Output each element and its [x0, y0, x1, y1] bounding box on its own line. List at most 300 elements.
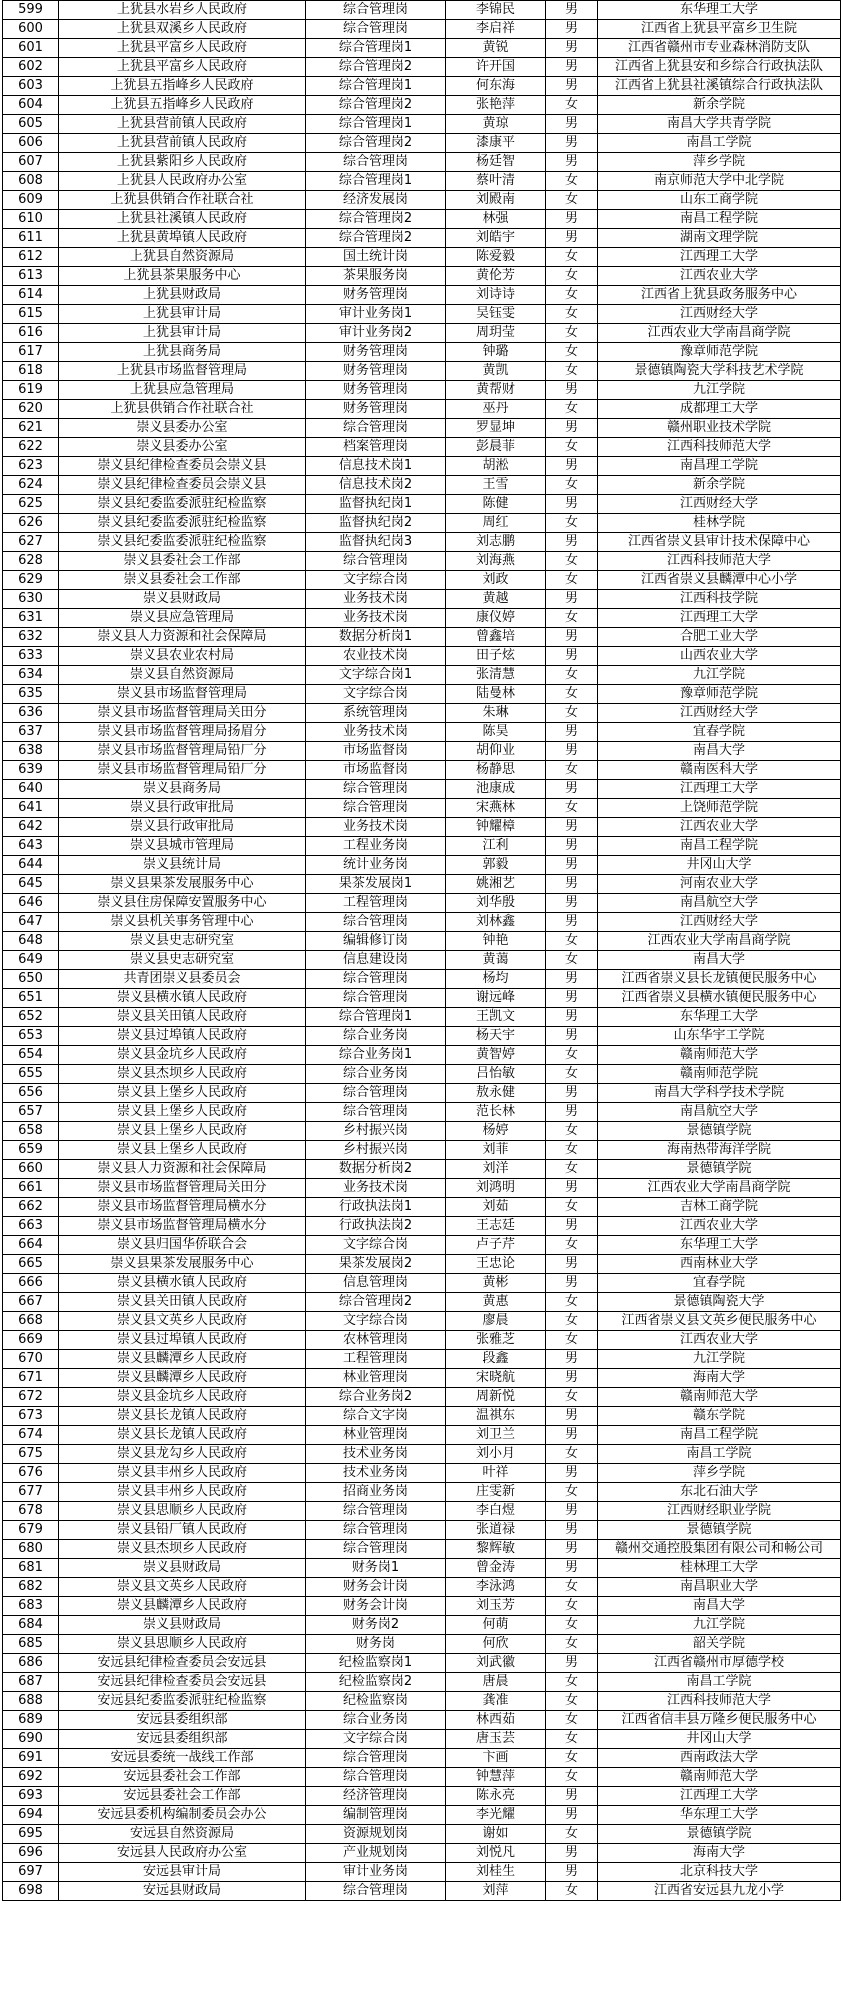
cell-position: 财务岗2 — [306, 1616, 446, 1635]
table-row — [3, 400, 841, 419]
cell-unit: 上犹县应急管理局 — [59, 381, 306, 400]
cell-gender: 男 — [546, 533, 598, 552]
table-row — [3, 590, 841, 609]
cell-unit: 上犹县双溪乡人民政府 — [59, 20, 306, 39]
cell-position: 文字综合岗 — [306, 1312, 446, 1331]
cell-unit: 崇义县人力资源和社会保障局 — [59, 628, 306, 647]
cell-position: 文字综合岗 — [306, 685, 446, 704]
table-row — [3, 1863, 841, 1882]
cell-position: 综合业务岗 — [306, 1027, 446, 1046]
cell-school: 赣东学院 — [598, 1407, 841, 1426]
cell-gender: 女 — [546, 514, 598, 533]
table-row — [3, 970, 841, 989]
cell-name: 田子炫 — [446, 647, 546, 666]
table-row — [3, 514, 841, 533]
table-row — [3, 989, 841, 1008]
cell-position: 财务管理岗 — [306, 400, 446, 419]
cell-position: 统计业务岗 — [306, 856, 446, 875]
cell-school: 海南热带海洋学院 — [598, 1141, 841, 1160]
cell-position: 综合管理岗1 — [306, 172, 446, 191]
cell-number: 661 — [3, 1179, 59, 1198]
table-row — [3, 1084, 841, 1103]
cell-gender: 女 — [546, 1445, 598, 1464]
cell-position: 文字综合岗 — [306, 1236, 446, 1255]
cell-number: 684 — [3, 1616, 59, 1635]
cell-school: 赣州交通控股集团有限公司和畅公司 — [598, 1540, 841, 1559]
table-row — [3, 1711, 841, 1730]
cell-position: 财务管理岗 — [306, 362, 446, 381]
cell-number: 616 — [3, 324, 59, 343]
cell-gender: 男 — [546, 1255, 598, 1274]
cell-number: 631 — [3, 609, 59, 628]
table-row — [3, 191, 841, 210]
cell-school: 海南大学 — [598, 1369, 841, 1388]
cell-name: 庄雯新 — [446, 1483, 546, 1502]
cell-name: 刘悦凡 — [446, 1844, 546, 1863]
cell-position: 文字综合岗 — [306, 571, 446, 590]
cell-unit: 上犹县五指峰乡人民政府 — [59, 96, 306, 115]
cell-unit: 安远县委机构编制委员会办公 — [59, 1806, 306, 1825]
cell-unit: 上犹县供销合作社联合社 — [59, 191, 306, 210]
cell-gender: 男 — [546, 77, 598, 96]
cell-name: 范长林 — [446, 1103, 546, 1122]
table-row — [3, 799, 841, 818]
cell-gender: 男 — [546, 20, 598, 39]
cell-unit: 崇义县归国华侨联合会 — [59, 1236, 306, 1255]
cell-gender: 女 — [546, 248, 598, 267]
cell-gender: 男 — [546, 115, 598, 134]
table-row — [3, 1502, 841, 1521]
cell-gender: 男 — [546, 780, 598, 799]
cell-position: 业务技术岗 — [306, 1179, 446, 1198]
cell-name: 刘鸿明 — [446, 1179, 546, 1198]
cell-gender: 女 — [546, 438, 598, 457]
cell-gender: 男 — [546, 723, 598, 742]
cell-name: 王志廷 — [446, 1217, 546, 1236]
cell-name: 宋晓航 — [446, 1369, 546, 1388]
cell-name: 李锦民 — [446, 1, 546, 20]
cell-name: 杨天宇 — [446, 1027, 546, 1046]
cell-school: 吉林工商学院 — [598, 1198, 841, 1217]
cell-name: 郭毅 — [446, 856, 546, 875]
cell-name: 钟璐 — [446, 343, 546, 362]
cell-number: 677 — [3, 1483, 59, 1502]
cell-name: 张道禄 — [446, 1521, 546, 1540]
cell-number: 653 — [3, 1027, 59, 1046]
cell-position: 综合管理岗 — [306, 799, 446, 818]
cell-position: 编辑修订岗 — [306, 932, 446, 951]
cell-school: 南昌职业大学 — [598, 1578, 841, 1597]
cell-number: 623 — [3, 457, 59, 476]
cell-name: 刘林鑫 — [446, 913, 546, 932]
cell-number: 683 — [3, 1597, 59, 1616]
cell-number: 675 — [3, 1445, 59, 1464]
cell-gender: 男 — [546, 1502, 598, 1521]
cell-number: 609 — [3, 191, 59, 210]
cell-gender: 女 — [546, 400, 598, 419]
cell-number: 611 — [3, 229, 59, 248]
table-row — [3, 1730, 841, 1749]
cell-position: 综合业务岗 — [306, 1711, 446, 1730]
cell-position: 监督执纪岗1 — [306, 495, 446, 514]
cell-name: 何萌 — [446, 1616, 546, 1635]
cell-unit: 崇义县龙勾乡人民政府 — [59, 1445, 306, 1464]
cell-name: 罗显坤 — [446, 419, 546, 438]
cell-name: 李泳鸿 — [446, 1578, 546, 1597]
table-row — [3, 115, 841, 134]
cell-school: 景德镇学院 — [598, 1122, 841, 1141]
cell-unit: 崇义县上堡乡人民政府 — [59, 1103, 306, 1122]
cell-number: 695 — [3, 1825, 59, 1844]
table-row — [3, 495, 841, 514]
cell-unit: 崇义县麟潭乡人民政府 — [59, 1350, 306, 1369]
table-row — [3, 666, 841, 685]
cell-school: 九江学院 — [598, 666, 841, 685]
table-row — [3, 1445, 841, 1464]
cell-position: 综合管理岗2 — [306, 229, 446, 248]
cell-position: 综合管理岗 — [306, 1768, 446, 1787]
cell-gender: 女 — [546, 305, 598, 324]
cell-school: 南昌工学院 — [598, 1445, 841, 1464]
cell-unit: 崇义县麟潭乡人民政府 — [59, 1597, 306, 1616]
cell-position: 综合管理岗 — [306, 153, 446, 172]
cell-school: 江西科技学院 — [598, 590, 841, 609]
cell-position: 果茶发展岗1 — [306, 875, 446, 894]
cell-gender: 男 — [546, 1179, 598, 1198]
cell-position: 财务管理岗 — [306, 381, 446, 400]
cell-position: 综合管理岗1 — [306, 39, 446, 58]
cell-school: 景德镇学院 — [598, 1825, 841, 1844]
cell-gender: 男 — [546, 1521, 598, 1540]
cell-school: 豫章师范学院 — [598, 343, 841, 362]
cell-gender: 女 — [546, 1293, 598, 1312]
cell-name: 王忠论 — [446, 1255, 546, 1274]
table-row — [3, 1027, 841, 1046]
cell-unit: 崇义县上堡乡人民政府 — [59, 1084, 306, 1103]
cell-unit: 崇义县市场监督管理局铅厂分 — [59, 761, 306, 780]
cell-school: 江西农业大学南昌商学院 — [598, 1179, 841, 1198]
cell-position: 林业管理岗 — [306, 1369, 446, 1388]
cell-gender: 女 — [546, 1198, 598, 1217]
cell-name: 池康成 — [446, 780, 546, 799]
cell-gender: 男 — [546, 590, 598, 609]
cell-gender: 女 — [546, 1483, 598, 1502]
cell-unit: 崇义县行政审批局 — [59, 818, 306, 837]
cell-position: 工程管理岗 — [306, 894, 446, 913]
cell-position: 综合管理岗 — [306, 780, 446, 799]
cell-school: 南昌航空大学 — [598, 894, 841, 913]
cell-number: 640 — [3, 780, 59, 799]
table-row — [3, 1331, 841, 1350]
cell-position: 综合管理岗 — [306, 913, 446, 932]
cell-school: 成都理工大学 — [598, 400, 841, 419]
cell-number: 645 — [3, 875, 59, 894]
cell-position: 综合管理岗2 — [306, 210, 446, 229]
cell-school: 江西理工大学 — [598, 609, 841, 628]
table-row — [3, 305, 841, 324]
cell-gender: 女 — [546, 172, 598, 191]
table-row — [3, 343, 841, 362]
cell-number: 615 — [3, 305, 59, 324]
cell-school: 江西省崇义县审计技术保障中心 — [598, 533, 841, 552]
table-row — [3, 1806, 841, 1825]
cell-gender: 女 — [546, 609, 598, 628]
cell-unit: 安远县委统一战线工作部 — [59, 1749, 306, 1768]
cell-number: 637 — [3, 723, 59, 742]
cell-school: 西南林业大学 — [598, 1255, 841, 1274]
cell-gender: 男 — [546, 1217, 598, 1236]
cell-gender: 男 — [546, 229, 598, 248]
cell-position: 综合管理岗2 — [306, 134, 446, 153]
cell-position: 市场监督岗 — [306, 761, 446, 780]
cell-number: 685 — [3, 1635, 59, 1654]
cell-school: 海南大学 — [598, 1844, 841, 1863]
cell-number: 664 — [3, 1236, 59, 1255]
cell-number: 613 — [3, 267, 59, 286]
cell-number: 662 — [3, 1198, 59, 1217]
cell-gender: 男 — [546, 419, 598, 438]
cell-school: 江西省信丰县万隆乡便民服务中心 — [598, 1711, 841, 1730]
cell-number: 599 — [3, 1, 59, 20]
cell-unit: 崇义县丰州乡人民政府 — [59, 1464, 306, 1483]
cell-unit: 安远县审计局 — [59, 1863, 306, 1882]
cell-position: 乡村振兴岗 — [306, 1122, 446, 1141]
cell-name: 江利 — [446, 837, 546, 856]
cell-unit: 崇义县关田镇人民政府 — [59, 1008, 306, 1027]
cell-number: 630 — [3, 590, 59, 609]
table-row — [3, 39, 841, 58]
cell-unit: 崇义县财政局 — [59, 590, 306, 609]
cell-school: 九江学院 — [598, 1350, 841, 1369]
cell-position: 行政执法岗1 — [306, 1198, 446, 1217]
cell-school: 北京科技大学 — [598, 1863, 841, 1882]
cell-unit: 崇义县纪律检查委员会崇义县 — [59, 476, 306, 495]
table-row — [3, 1844, 841, 1863]
cell-name: 黄帮财 — [446, 381, 546, 400]
cell-gender: 男 — [546, 134, 598, 153]
table-row — [3, 1160, 841, 1179]
cell-school: 江西省崇义县麟潭中心小学 — [598, 571, 841, 590]
cell-position: 经济发展岗 — [306, 191, 446, 210]
cell-school: 宜春学院 — [598, 1274, 841, 1293]
cell-number: 602 — [3, 58, 59, 77]
cell-gender: 男 — [546, 153, 598, 172]
cell-school: 东华理工大学 — [598, 1236, 841, 1255]
cell-number: 610 — [3, 210, 59, 229]
cell-school: 南昌理工学院 — [598, 457, 841, 476]
cell-number: 658 — [3, 1122, 59, 1141]
cell-position: 监督执纪岗3 — [306, 533, 446, 552]
cell-school: 赣南师范大学 — [598, 1046, 841, 1065]
roster-body — [3, 1, 841, 1901]
cell-number: 635 — [3, 685, 59, 704]
cell-name: 刘萍 — [446, 1882, 546, 1901]
cell-name: 胡淞 — [446, 457, 546, 476]
cell-number: 660 — [3, 1160, 59, 1179]
cell-position: 综合业务岗2 — [306, 1388, 446, 1407]
cell-unit: 崇义县农业农村局 — [59, 647, 306, 666]
cell-number: 691 — [3, 1749, 59, 1768]
cell-name: 卢子芹 — [446, 1236, 546, 1255]
cell-number: 620 — [3, 400, 59, 419]
cell-position: 审计业务岗1 — [306, 305, 446, 324]
cell-name: 何欣 — [446, 1635, 546, 1654]
table-row — [3, 229, 841, 248]
cell-name: 黄惠 — [446, 1293, 546, 1312]
cell-number: 614 — [3, 286, 59, 305]
cell-position: 业务技术岗 — [306, 723, 446, 742]
table-row — [3, 742, 841, 761]
cell-name: 谢如 — [446, 1825, 546, 1844]
cell-name: 黄锐 — [446, 39, 546, 58]
cell-gender: 男 — [546, 1787, 598, 1806]
table-row — [3, 58, 841, 77]
cell-unit: 崇义县市场监督管理局铅厂分 — [59, 742, 306, 761]
cell-name: 杨静思 — [446, 761, 546, 780]
cell-unit: 崇义县上堡乡人民政府 — [59, 1122, 306, 1141]
table-row — [3, 362, 841, 381]
cell-gender: 女 — [546, 1673, 598, 1692]
table-row — [3, 1369, 841, 1388]
cell-gender: 男 — [546, 1103, 598, 1122]
table-row — [3, 1198, 841, 1217]
cell-name: 廖晨 — [446, 1312, 546, 1331]
cell-gender: 女 — [546, 799, 598, 818]
table-row — [3, 1046, 841, 1065]
cell-unit: 崇义县纪委监委派驻纪检监察 — [59, 495, 306, 514]
cell-position: 综合管理岗1 — [306, 1008, 446, 1027]
cell-position: 综合管理岗 — [306, 1540, 446, 1559]
cell-number: 600 — [3, 20, 59, 39]
table-row — [3, 1274, 841, 1293]
cell-position: 国土统计岗 — [306, 248, 446, 267]
cell-gender: 男 — [546, 1464, 598, 1483]
cell-gender: 女 — [546, 1882, 598, 1901]
cell-position: 监督执纪岗2 — [306, 514, 446, 533]
cell-name: 许开国 — [446, 58, 546, 77]
cell-school: 江西科技师范大学 — [598, 552, 841, 571]
cell-unit: 崇义县麟潭乡人民政府 — [59, 1369, 306, 1388]
cell-gender: 女 — [546, 1692, 598, 1711]
table-row — [3, 1540, 841, 1559]
table-row — [3, 552, 841, 571]
cell-gender: 男 — [546, 1559, 598, 1578]
cell-number: 678 — [3, 1502, 59, 1521]
cell-number: 651 — [3, 989, 59, 1008]
table-row — [3, 647, 841, 666]
cell-number: 603 — [3, 77, 59, 96]
cell-number: 693 — [3, 1787, 59, 1806]
table-row — [3, 704, 841, 723]
cell-gender: 男 — [546, 1654, 598, 1673]
cell-gender: 女 — [546, 1749, 598, 1768]
cell-name: 陈永亮 — [446, 1787, 546, 1806]
cell-name: 刘殿南 — [446, 191, 546, 210]
cell-position: 财务会计岗 — [306, 1578, 446, 1597]
cell-unit: 安远县委社会工作部 — [59, 1787, 306, 1806]
cell-name: 钟耀樟 — [446, 818, 546, 837]
cell-gender: 男 — [546, 1806, 598, 1825]
cell-position: 财务管理岗 — [306, 343, 446, 362]
cell-school: 新余学院 — [598, 96, 841, 115]
table-row — [3, 1255, 841, 1274]
cell-number: 648 — [3, 932, 59, 951]
cell-number: 643 — [3, 837, 59, 856]
cell-school: 江西农业大学 — [598, 818, 841, 837]
cell-school: 南昌大学 — [598, 742, 841, 761]
cell-number: 676 — [3, 1464, 59, 1483]
cell-unit: 崇义县过埠镇人民政府 — [59, 1027, 306, 1046]
cell-unit: 崇义县人力资源和社会保障局 — [59, 1160, 306, 1179]
cell-position: 综合管理岗 — [306, 1084, 446, 1103]
table-row — [3, 1312, 841, 1331]
cell-position: 文字综合岗 — [306, 1730, 446, 1749]
cell-position: 综合管理岗2 — [306, 58, 446, 77]
cell-name: 李光耀 — [446, 1806, 546, 1825]
cell-gender: 女 — [546, 286, 598, 305]
cell-unit: 崇义县市场监督管理局横水分 — [59, 1198, 306, 1217]
table-row — [3, 1388, 841, 1407]
cell-unit: 崇义县市场监督管理局扬眉分 — [59, 723, 306, 742]
cell-school: 南昌大学 — [598, 951, 841, 970]
cell-position: 综合管理岗1 — [306, 115, 446, 134]
cell-position: 档案管理岗 — [306, 438, 446, 457]
cell-number: 638 — [3, 742, 59, 761]
cell-unit: 上犹县紫阳乡人民政府 — [59, 153, 306, 172]
cell-gender: 男 — [546, 1540, 598, 1559]
cell-name: 王雪 — [446, 476, 546, 495]
cell-school: 豫章师范学院 — [598, 685, 841, 704]
cell-number: 680 — [3, 1540, 59, 1559]
cell-unit: 崇义县市场监督管理局关田分 — [59, 1179, 306, 1198]
cell-name: 何东海 — [446, 77, 546, 96]
cell-unit: 崇义县思顺乡人民政府 — [59, 1635, 306, 1654]
cell-number: 639 — [3, 761, 59, 780]
cell-name: 周玥莹 — [446, 324, 546, 343]
cell-position: 综合管理岗 — [306, 1521, 446, 1540]
cell-number: 665 — [3, 1255, 59, 1274]
cell-name: 刘政 — [446, 571, 546, 590]
cell-school: 江西农业大学 — [598, 1331, 841, 1350]
cell-number: 654 — [3, 1046, 59, 1065]
cell-position: 业务技术岗 — [306, 590, 446, 609]
cell-number: 625 — [3, 495, 59, 514]
cell-school: 赣州职业技术学院 — [598, 419, 841, 438]
table-row — [3, 1426, 841, 1445]
table-row — [3, 856, 841, 875]
cell-gender: 男 — [546, 856, 598, 875]
cell-unit: 崇义县过埠镇人民政府 — [59, 1331, 306, 1350]
cell-number: 612 — [3, 248, 59, 267]
cell-position: 茶果服务岗 — [306, 267, 446, 286]
cell-name: 陆曼林 — [446, 685, 546, 704]
table-row — [3, 324, 841, 343]
cell-school: 萍乡学院 — [598, 1464, 841, 1483]
cell-unit: 崇义县市场监督管理局 — [59, 685, 306, 704]
cell-school: 南昌工学院 — [598, 134, 841, 153]
cell-number: 690 — [3, 1730, 59, 1749]
cell-position: 纪检监察岗 — [306, 1692, 446, 1711]
cell-position: 综合管理岗 — [306, 1502, 446, 1521]
cell-unit: 崇义县史志研究室 — [59, 932, 306, 951]
cell-gender: 男 — [546, 1426, 598, 1445]
table-row — [3, 20, 841, 39]
cell-school: 山西农业大学 — [598, 647, 841, 666]
cell-name: 曾鑫培 — [446, 628, 546, 647]
cell-unit: 崇义县上堡乡人民政府 — [59, 1141, 306, 1160]
table-row — [3, 1635, 841, 1654]
cell-name: 黄凯 — [446, 362, 546, 381]
